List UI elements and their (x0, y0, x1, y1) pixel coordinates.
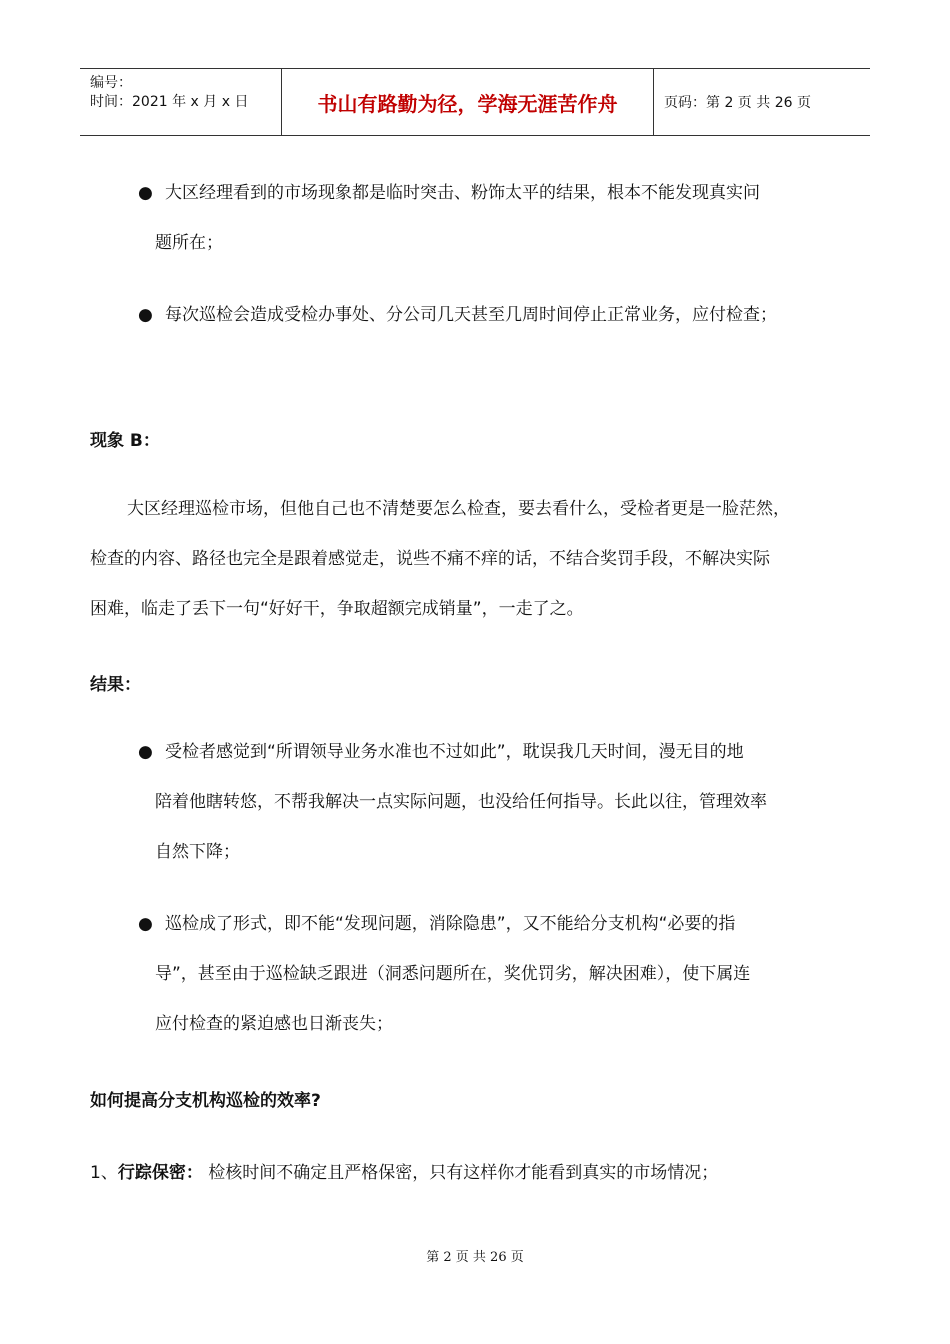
paragraph-line: 困难，临走了丢下一句“好好干，争取超额完成销量”，一走了之。 (90, 599, 584, 619)
item-text: 检核时间不确定且严格保密，只有这样你才能看到真实的市场情况； (208, 1163, 719, 1183)
numbered-item-1 (90, 1158, 870, 1183)
header-motto: 书山有路勤为径，学海无涯苦作舟 (282, 69, 654, 135)
paragraph-phenomenon-b (90, 484, 870, 634)
header-page-info: 页码：第 2 页 共 26 页 (664, 95, 811, 111)
list-item-line: 自然下降； (155, 842, 240, 862)
bullet-icon: ● (138, 742, 153, 762)
bullet-icon: ● (138, 914, 153, 934)
list-item-line: 题所在； (155, 233, 223, 253)
header-meta (80, 69, 282, 135)
list-item-line: 陪着他瞎转悠，不帮我解决一点实际问题，也没给任何指导。长此以往，管理效率 (155, 792, 767, 812)
list-item-line: 应付检查的紧迫感也日渐丧失； (155, 1014, 393, 1034)
item-number: 1、 (90, 1163, 118, 1183)
section-heading-improve: 如何提高分支机构巡检的效率? (90, 1091, 321, 1111)
list-item (138, 727, 858, 877)
bullet-icon: ● (138, 183, 153, 203)
list-item-line: 每次巡检会造成受检办事处、分公司几天甚至几周时间停止正常业务，应付检查； (165, 305, 777, 325)
paragraph-line: 大区经理巡检市场，但他自己也不清楚要怎么检查，要去看什么，受检者更是一脸茫然， (127, 499, 790, 519)
list-item-line: 导”，甚至由于巡检缺乏跟进（洞悉问题所在，奖优罚劣，解决困难），使下属连 (155, 964, 751, 984)
bullet-icon: ● (138, 305, 153, 325)
section-heading-phenomenon-b: 现象 B： (90, 431, 160, 451)
list-item (138, 168, 858, 268)
document-time-label: 时间：2021 年 x 月 x 日 (90, 94, 249, 110)
paragraph-line: 检查的内容、路径也完全是跟着感觉走，说些不痛不痒的话，不结合奖罚手段，不解决实际 (90, 549, 770, 569)
list-item (138, 290, 858, 340)
page-header (80, 68, 870, 136)
list-item-line: 大区经理看到的市场现象都是临时突击、粉饰太平的结果，根本不能发现真实问 (165, 183, 760, 203)
item-title: 行踪保密： (117, 1163, 203, 1183)
page-footer: 第 2 页 共 26 页 (426, 1250, 524, 1265)
document-number-label: 编号： (90, 75, 132, 91)
list-item (138, 899, 858, 1049)
list-item-line: 受检者感觉到“所谓领导业务水准也不过如此”，耽误我几天时间，漫无目的地 (165, 742, 744, 762)
list-item-line: 巡检成了形式，即不能“发现问题，消除隐患”，又不能给分支机构“必要的指 (165, 914, 736, 934)
section-heading-results: 结果： (90, 675, 141, 695)
